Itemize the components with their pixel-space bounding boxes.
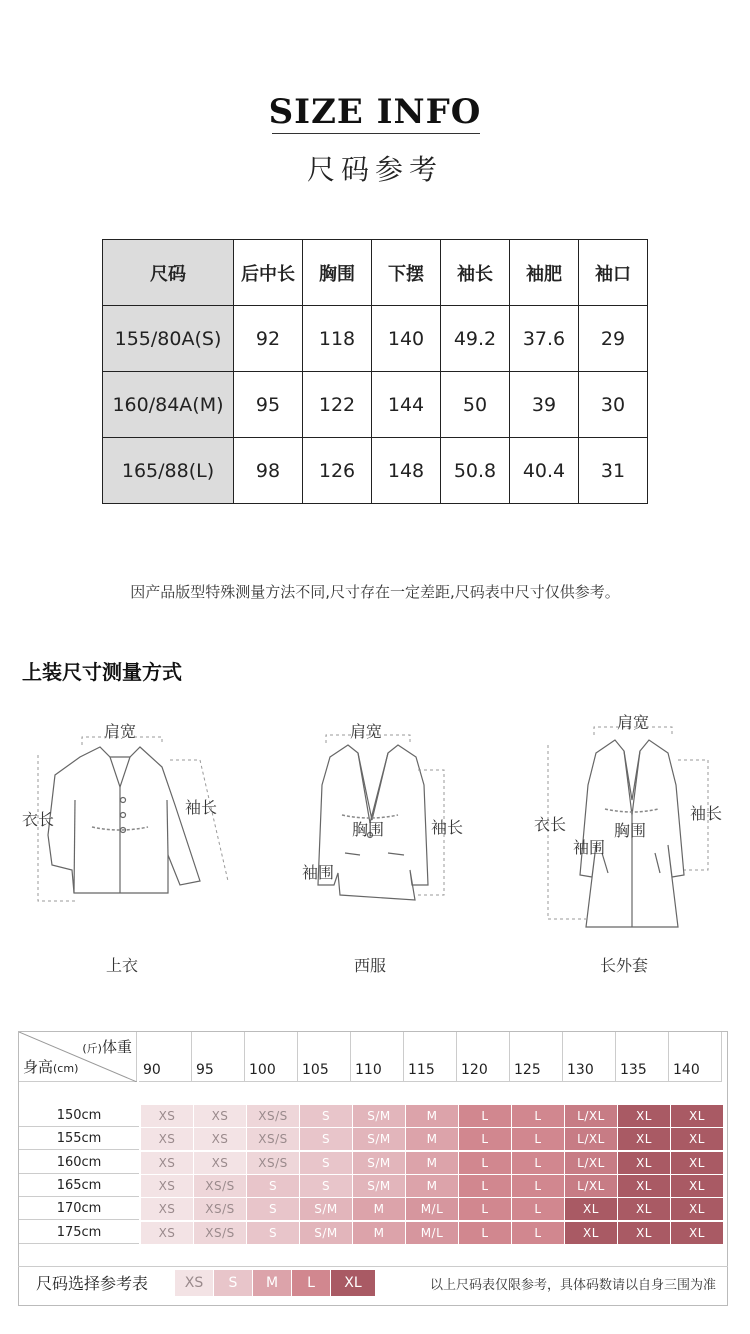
size-recommendation-cell: M <box>406 1128 458 1150</box>
value-cell: 29 <box>579 306 648 372</box>
weight-column-header <box>192 1032 245 1082</box>
size-recommendation-cell: XL <box>671 1222 723 1244</box>
size-recommendation-cell: M <box>406 1105 458 1127</box>
weight-column-header <box>351 1032 404 1082</box>
title-rule <box>272 133 480 134</box>
value-cell: 50 <box>441 372 510 438</box>
weight-column-header <box>669 1032 722 1082</box>
header-cell: 袖口 <box>579 240 648 306</box>
size-note: 因产品版型特殊测量方法不同,尺寸存在一定差距,尺码表中尺寸仅供参考。 <box>130 583 620 601</box>
value-cell: 37.6 <box>510 306 579 372</box>
coat-chest-label: 胸围 <box>614 821 647 840</box>
size-recommendation-cell: L/XL <box>565 1152 617 1174</box>
size-recommendation-cell: XS <box>194 1128 246 1150</box>
legend-swatch: S <box>214 1270 252 1296</box>
size-recommendation-cell: XS <box>141 1222 193 1244</box>
size-recommendation-cell: L <box>512 1222 564 1244</box>
size-recommendation-cell: XS <box>141 1175 193 1197</box>
size-recommendation-cell: M <box>406 1152 458 1174</box>
weight-value: 130 <box>567 1062 594 1078</box>
size-recommendation-cell: XS <box>141 1128 193 1150</box>
value-cell: 140 <box>372 306 441 372</box>
weight-value: 105 <box>302 1062 329 1078</box>
value-cell: 144 <box>372 372 441 438</box>
table-row <box>103 372 648 438</box>
size-recommendation-cell: M/L <box>406 1222 458 1244</box>
size-recommendation-cell: L <box>459 1128 511 1150</box>
value-cell: 39 <box>510 372 579 438</box>
header-cell: 下摆 <box>372 240 441 306</box>
shirt-length-label: 衣长 <box>22 810 55 829</box>
shirt-caption: 上衣 <box>106 956 139 975</box>
weight-unit: (斤) <box>82 1042 102 1055</box>
legend-swatch: L <box>292 1270 330 1296</box>
height-row-label: 150cm <box>19 1104 139 1127</box>
size-recommendation-cell: XS/S <box>247 1105 299 1127</box>
weight-value: 100 <box>249 1062 276 1078</box>
size-recommendation-cell: L <box>512 1152 564 1174</box>
title-en: SIZE INFO <box>268 92 482 132</box>
size-recommendation-cell: XS/S <box>247 1128 299 1150</box>
value-cell: 95 <box>234 372 303 438</box>
weight-column-header <box>245 1032 298 1082</box>
size-recommendation-cell: S/M <box>353 1128 405 1150</box>
measure-title: 上装尺寸测量方式 <box>22 660 182 684</box>
size-recommendation-cell: S <box>247 1222 299 1244</box>
size-recommendation-cell: XL <box>671 1152 723 1174</box>
weight-column-header <box>139 1032 192 1082</box>
header-cell: 袖长 <box>441 240 510 306</box>
size-recommendation-cell: XL <box>618 1105 670 1127</box>
coat-length-label: 衣长 <box>534 815 567 834</box>
size-recommendation-cell: S <box>300 1175 352 1197</box>
height-row-label: 165cm <box>19 1174 139 1197</box>
size-recommendation-cell: XS/S <box>194 1222 246 1244</box>
size-recommendation-cell: S/M <box>353 1105 405 1127</box>
weight-value: 90 <box>143 1062 161 1078</box>
suit-shoulder-label: 肩宽 <box>350 722 383 741</box>
size-recommendation-cell: M <box>406 1175 458 1197</box>
legend-swatch: XS <box>175 1270 213 1296</box>
size-recommendation-cell: L <box>512 1105 564 1127</box>
header-cell: 后中长 <box>234 240 303 306</box>
size-recommendation-cell: XL <box>671 1105 723 1127</box>
size-recommendation-cell: XL <box>565 1222 617 1244</box>
size-cell: 165/88(L) <box>103 438 234 504</box>
height-unit: (cm) <box>53 1062 79 1075</box>
size-recommendation-cell: XS <box>194 1105 246 1127</box>
weight-column-header <box>457 1032 510 1082</box>
size-recommendation-cell: XS/S <box>194 1175 246 1197</box>
grid-corner <box>19 1032 137 1082</box>
size-recommendation-cell: S <box>247 1198 299 1220</box>
weight-value: 125 <box>514 1062 541 1078</box>
size-recommendation-cell: L <box>459 1152 511 1174</box>
size-recommendation-cell: XS <box>194 1152 246 1174</box>
value-cell: 118 <box>303 306 372 372</box>
height-label: 身高 <box>23 1058 54 1076</box>
legend-swatch: M <box>253 1270 291 1296</box>
coat-hem-label: 袖围 <box>573 838 606 857</box>
suit-hem-label: 袖围 <box>302 863 335 882</box>
size-recommendation-cell: L <box>512 1198 564 1220</box>
coat-shoulder-label: 肩宽 <box>617 713 650 732</box>
size-recommendation-cell: S/M <box>300 1222 352 1244</box>
size-recommendation-cell: XL <box>618 1222 670 1244</box>
table-row <box>103 306 648 372</box>
header-cell: 胸围 <box>303 240 372 306</box>
value-cell: 122 <box>303 372 372 438</box>
size-recommendation-cell: S/M <box>353 1152 405 1174</box>
size-recommendation-cell: XL <box>671 1128 723 1150</box>
value-cell: 126 <box>303 438 372 504</box>
shirt-sleeve-label: 袖长 <box>185 798 218 817</box>
size-recommendation-cell: L <box>459 1222 511 1244</box>
size-recommendation-cell: XL <box>671 1175 723 1197</box>
size-recommendation-cell: XL <box>618 1152 670 1174</box>
size-recommendation-cell: S <box>247 1175 299 1197</box>
size-recommendation-cell: XL <box>671 1198 723 1220</box>
size-recommendation-cell: S <box>300 1128 352 1150</box>
size-recommendation-cell: XS <box>141 1198 193 1220</box>
weight-column-header <box>510 1032 563 1082</box>
legend-bar <box>18 1266 728 1306</box>
weight-value: 110 <box>355 1062 382 1078</box>
value-cell: 92 <box>234 306 303 372</box>
header-cell: 尺码 <box>103 240 234 306</box>
weight-value: 140 <box>673 1062 700 1078</box>
suit-chest-label: 胸围 <box>352 820 385 839</box>
size-recommendation-cell: L/XL <box>565 1105 617 1127</box>
suit-sleeve-label: 袖长 <box>431 818 464 837</box>
size-table-header <box>103 240 648 306</box>
size-recommendation-cell: L/XL <box>565 1128 617 1150</box>
size-cell: 160/84A(M) <box>103 372 234 438</box>
weight-column-header <box>563 1032 616 1082</box>
size-table <box>102 239 648 504</box>
size-recommendation-cell: L <box>512 1128 564 1150</box>
height-row-label: 160cm <box>19 1151 139 1174</box>
value-cell: 98 <box>234 438 303 504</box>
size-recommendation-cell: L <box>459 1105 511 1127</box>
coat-sleeve-label: 袖长 <box>690 804 723 823</box>
weight-value: 120 <box>461 1062 488 1078</box>
size-recommendation-cell: M <box>353 1222 405 1244</box>
value-cell: 30 <box>579 372 648 438</box>
size-recommendation-cell: S/M <box>300 1198 352 1220</box>
size-recommendation-cell: XS/S <box>247 1152 299 1174</box>
size-recommendation-cell: XS/S <box>194 1198 246 1220</box>
size-recommendation-cell: XL <box>618 1175 670 1197</box>
size-recommendation-cell: XL <box>565 1198 617 1220</box>
weight-value: 95 <box>196 1062 214 1078</box>
value-cell: 31 <box>579 438 648 504</box>
table-row <box>103 438 648 504</box>
weight-header <box>82 1036 132 1057</box>
weight-column-header <box>298 1032 351 1082</box>
coat-caption: 长外套 <box>600 956 649 975</box>
legend-swatch: XL <box>331 1270 375 1296</box>
size-recommendation-cell: M <box>353 1198 405 1220</box>
size-recommendation-cell: M/L <box>406 1198 458 1220</box>
height-row-label: 175cm <box>19 1221 139 1244</box>
size-cell: 155/80A(S) <box>103 306 234 372</box>
shirt-illustration <box>48 747 200 893</box>
size-recommendation-cell: S <box>300 1105 352 1127</box>
value-cell: 40.4 <box>510 438 579 504</box>
legend-note: 以上尺码表仅限参考，具体码数请以自身三围为准 <box>429 1278 716 1293</box>
value-cell: 49.2 <box>441 306 510 372</box>
size-recommendation-cell: S <box>300 1152 352 1174</box>
value-cell: 50.8 <box>441 438 510 504</box>
legend-title: 尺码选择参考表 <box>36 1274 149 1293</box>
size-recommendation-cell: L/XL <box>565 1175 617 1197</box>
size-recommendation-cell: L <box>459 1198 511 1220</box>
height-row-label: 155cm <box>19 1127 139 1150</box>
height-header <box>23 1056 78 1077</box>
size-guide-grid <box>18 1031 728 1306</box>
weight-value: 135 <box>620 1062 647 1078</box>
weight-value: 115 <box>408 1062 435 1078</box>
size-recommendation-cell: L <box>512 1175 564 1197</box>
size-recommendation-cell: XL <box>618 1198 670 1220</box>
suit-caption: 西服 <box>354 956 387 975</box>
title-cn: 尺码参考 <box>306 153 443 186</box>
shirt-shoulder-label: 肩宽 <box>104 722 137 741</box>
value-cell: 148 <box>372 438 441 504</box>
height-row-label: 170cm <box>19 1197 139 1220</box>
weight-label: 体重 <box>101 1038 132 1056</box>
size-recommendation-cell: XS <box>141 1152 193 1174</box>
weight-column-header <box>616 1032 669 1082</box>
garment-illustrations <box>0 705 750 975</box>
size-recommendation-cell: S/M <box>353 1175 405 1197</box>
weight-column-header <box>404 1032 457 1082</box>
size-recommendation-cell: XS <box>141 1105 193 1127</box>
size-recommendation-cell: L <box>459 1175 511 1197</box>
size-recommendation-cell: XL <box>618 1128 670 1150</box>
header-cell: 袖肥 <box>510 240 579 306</box>
